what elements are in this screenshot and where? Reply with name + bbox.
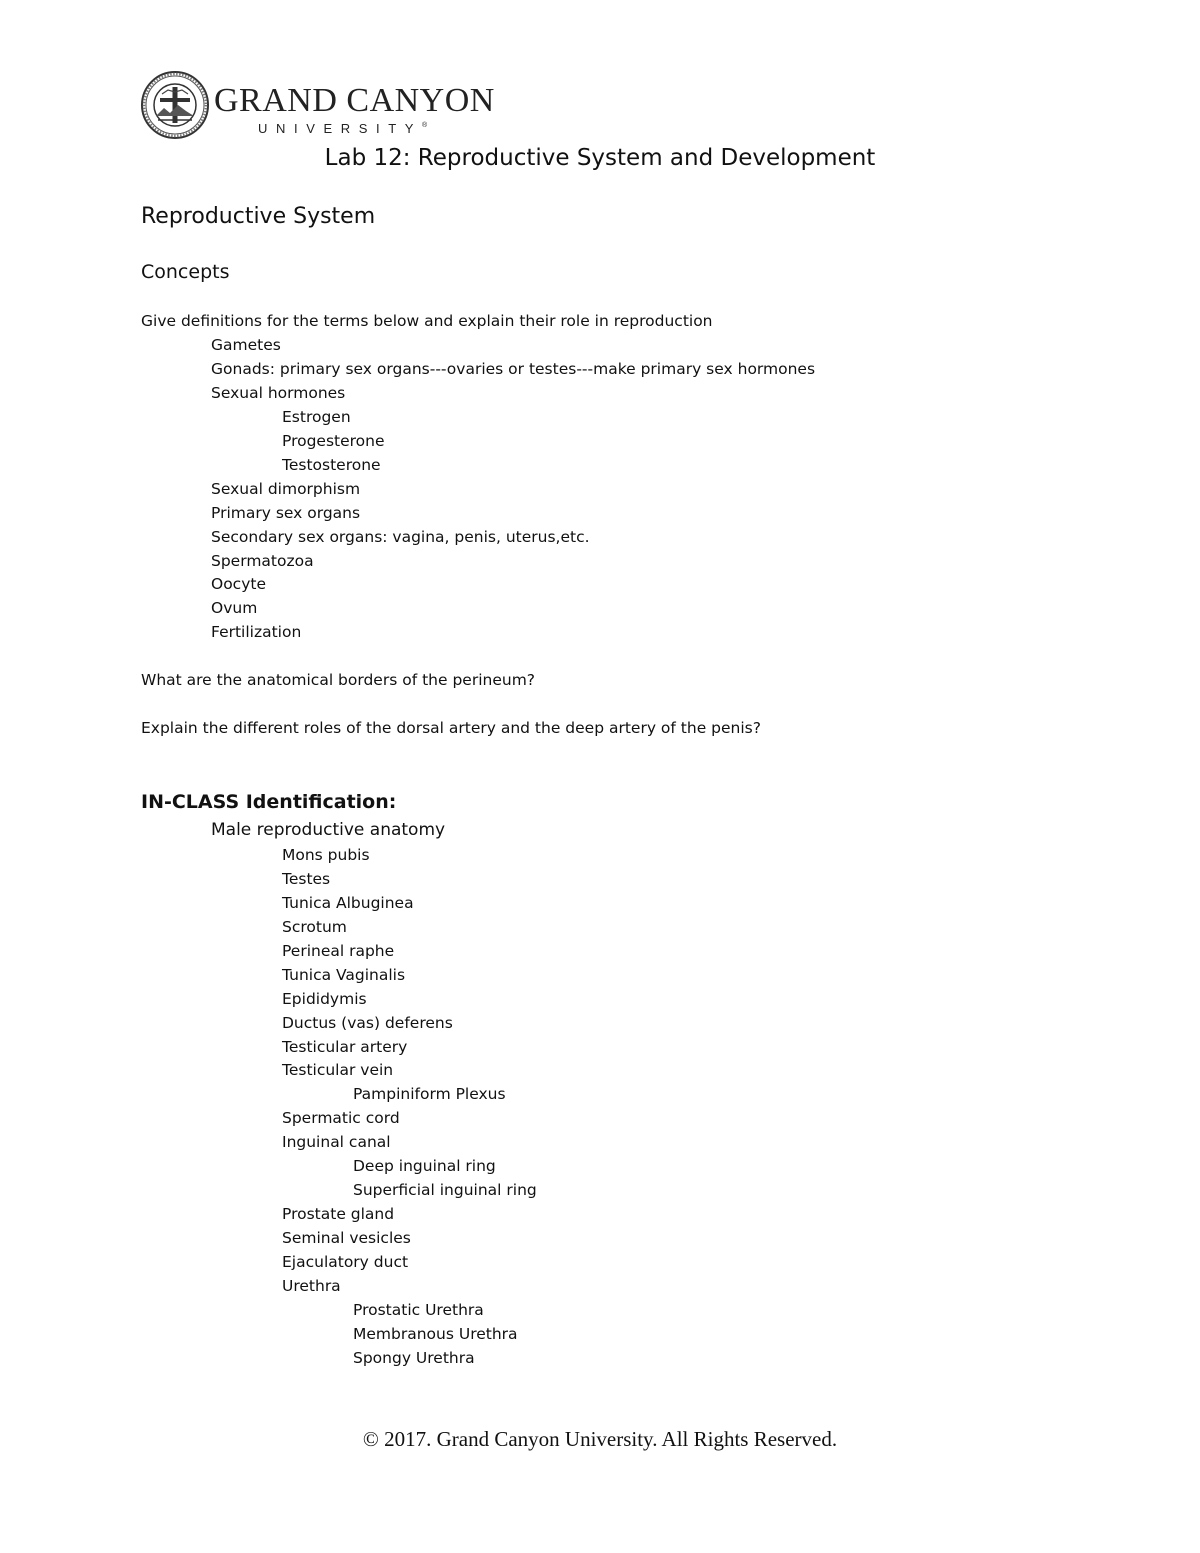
anatomy-item: Mons pubis [282, 846, 370, 864]
logo-university-name: GRAND CANYON [214, 82, 495, 119]
term-subitem: Testosterone [282, 456, 381, 474]
term-item: Gonads: primary sex organs---ovaries or testes---make primary sex hormones [211, 360, 816, 378]
copyright-footer: © 2017. Grand Canyon University. All Rights Reserved. [362, 1427, 838, 1451]
anatomy-item: Testicular artery [282, 1038, 408, 1056]
term-item: Ovum [211, 599, 258, 617]
anatomy-item: Tunica Vaginalis [282, 966, 406, 984]
anatomy-item: Testes [282, 870, 331, 888]
university-logo [140, 68, 495, 144]
concepts-heading: Concepts [141, 261, 230, 283]
term-item: Secondary sex organs: vagina, penis, uterus,etc. [211, 528, 590, 546]
question-perineum: What are the anatomical borders of the perineum? [141, 671, 536, 689]
section-heading: Reproductive System [141, 204, 376, 229]
identification-subheading: Male reproductive anatomy [211, 820, 446, 840]
logo-university-sub [258, 122, 427, 135]
anatomy-subitem: Superficial inguinal ring [353, 1181, 537, 1199]
anatomy-subitem: Prostatic Urethra [353, 1301, 484, 1319]
identification-heading: IN-CLASS Identification: [141, 791, 397, 813]
anatomy-item: Epididymis [282, 990, 367, 1008]
anatomy-item: Prostate gland [282, 1205, 395, 1223]
anatomy-item: Spermatic cord [282, 1109, 400, 1127]
term-subitem: Estrogen [282, 408, 351, 426]
anatomy-item: Testicular vein [282, 1061, 394, 1079]
term-item: Sexual hormones [211, 384, 346, 402]
term-item: Gametes [211, 336, 281, 354]
university-seal-icon [140, 70, 210, 140]
term-item: Sexual dimorphism [211, 480, 361, 498]
term-item: Primary sex organs [211, 504, 361, 522]
anatomy-subitem: Deep inguinal ring [353, 1157, 496, 1175]
term-item: Spermatozoa [211, 552, 314, 570]
anatomy-item: Inguinal canal [282, 1133, 391, 1151]
term-item: Fertilization [211, 623, 302, 641]
anatomy-item: Urethra [282, 1277, 341, 1295]
logo-trademark: ® [422, 122, 428, 129]
logo-sub-text: UNIVERSITY [258, 121, 423, 136]
document-title: Lab 12: Reproductive System and Development [324, 145, 876, 171]
anatomy-subitem: Pampiniform Plexus [353, 1085, 506, 1103]
anatomy-item: Perineal raphe [282, 942, 395, 960]
anatomy-subitem: Spongy Urethra [353, 1349, 475, 1367]
anatomy-item: Seminal vesicles [282, 1229, 411, 1247]
anatomy-item: Tunica Albuginea [282, 894, 414, 912]
anatomy-item: Scrotum [282, 918, 347, 936]
term-subitem: Progesterone [282, 432, 385, 450]
anatomy-item: Ejaculatory duct [282, 1253, 409, 1271]
anatomy-subitem: Membranous Urethra [353, 1325, 518, 1343]
term-item: Oocyte [211, 575, 266, 593]
concepts-prompt: Give definitions for the terms below and explain their role in reproduction [141, 312, 713, 330]
question-arteries: Explain the different roles of the dorsal artery and the deep artery of the penis? [141, 719, 761, 737]
anatomy-item: Ductus (vas) deferens [282, 1014, 453, 1032]
